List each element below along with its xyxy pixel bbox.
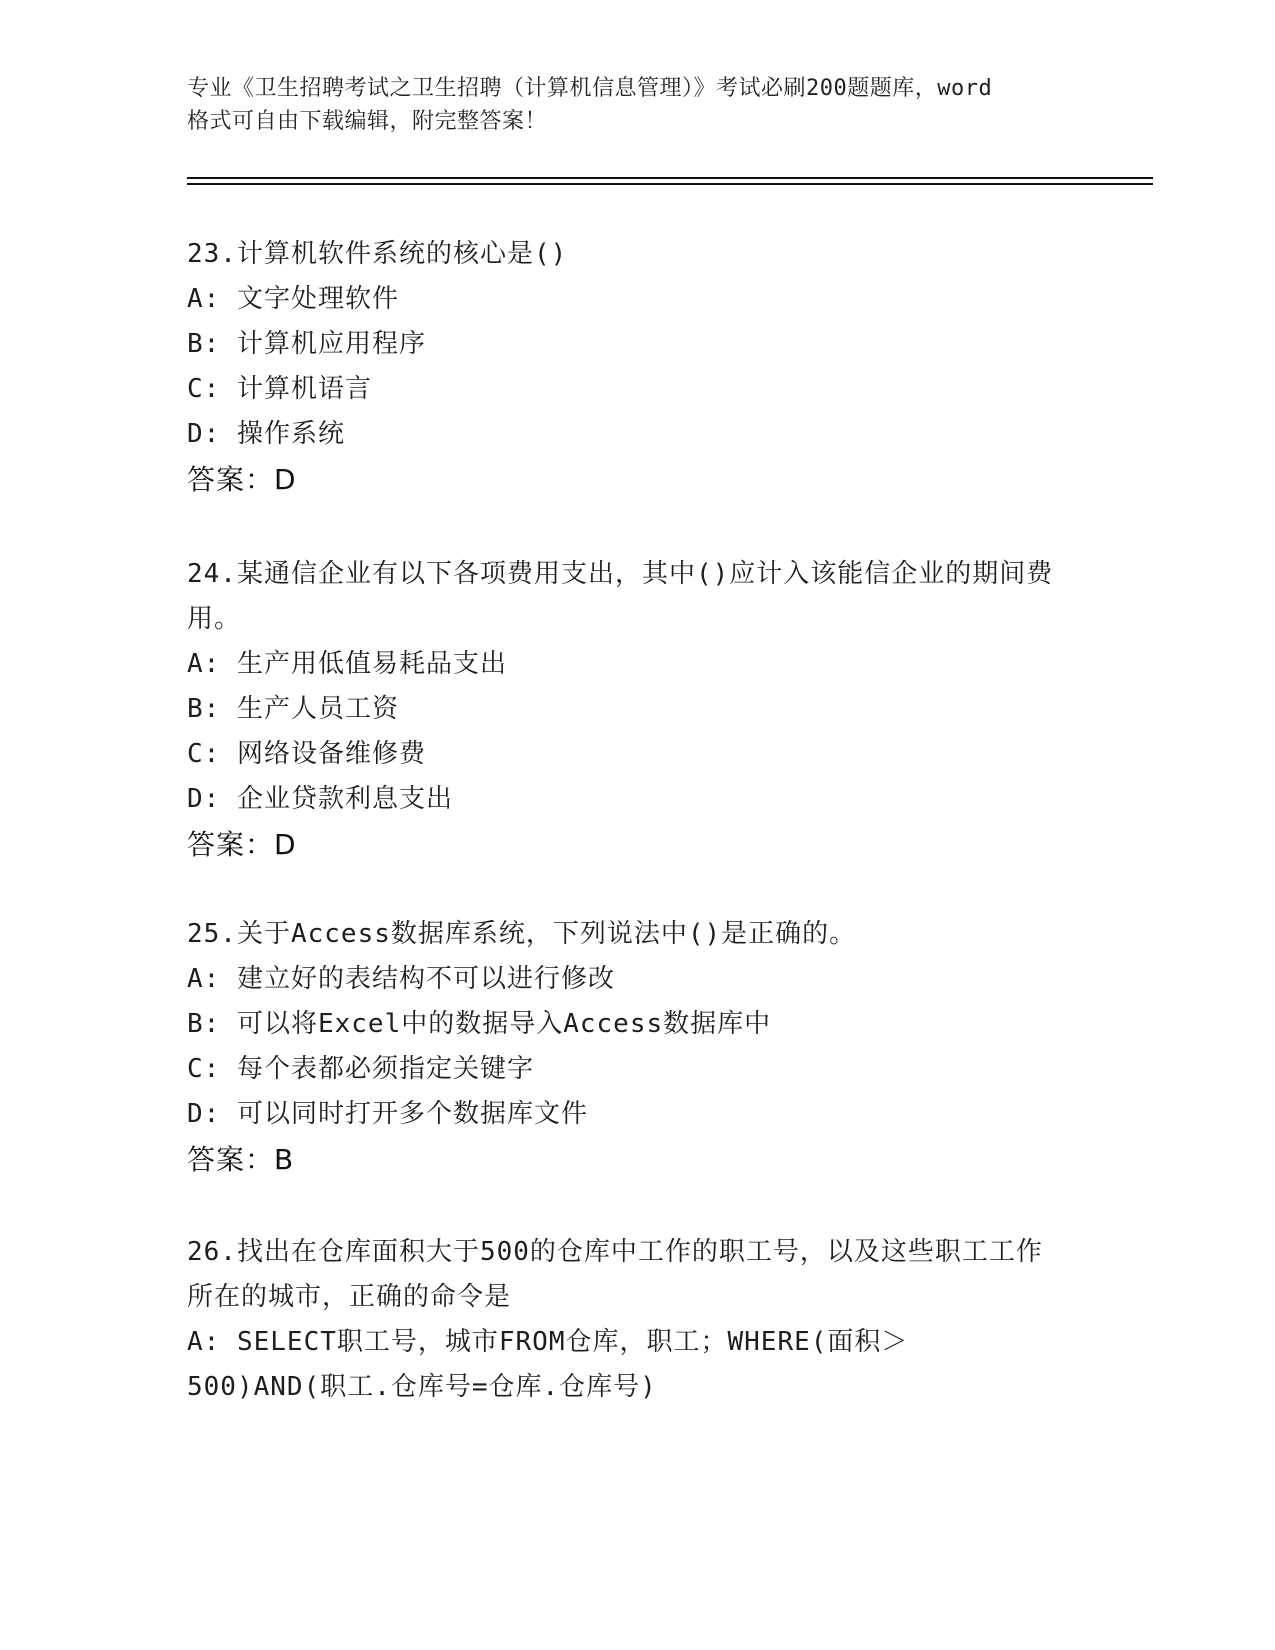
option-d: D: 企业贷款利息支出: [187, 784, 453, 814]
option-a: A: 建立好的表结构不可以进行修改: [187, 964, 615, 994]
option-c: C: 网络设备维修费: [187, 739, 426, 769]
question-stem: 24.某通信企业有以下各项费用支出，其中()应计入该能信企业的期间费用。: [187, 559, 1054, 634]
document-header: [187, 72, 1087, 138]
question-stem: 25.关于Access数据库系统，下列说法中()是正确的。: [187, 919, 857, 949]
option-d: D: 可以同时打开多个数据库文件: [187, 1099, 588, 1129]
question-25: [187, 912, 1087, 1182]
option-a: A: SELECT职工号，城市FROM仓库，职工；WHERE(面积＞500)AND(职工.仓库号=仓库.仓库号): [187, 1327, 909, 1402]
header-line-1: 专业《卫生招聘考试之卫生招聘（计算机信息管理）》考试必刷200题题库，word: [187, 76, 993, 101]
question-24: [187, 552, 1087, 867]
answer: 答案：D: [187, 828, 297, 861]
answer: 答案：D: [187, 463, 297, 496]
option-b: B: 生产人员工资: [187, 694, 399, 724]
option-b: B: 可以将Excel中的数据导入Access数据库中: [187, 1009, 772, 1039]
answer: 答案：B: [187, 1143, 295, 1176]
question-26: [187, 1230, 1087, 1410]
option-c: C: 计算机语言: [187, 374, 372, 404]
question-stem: 26.找出在仓库面积大于500的仓库中工作的职工号，以及这些职工工作所在的城市，正确的命令是: [187, 1237, 1043, 1312]
header-line-2: 格式可自由下载编辑，附完整答案！: [187, 109, 548, 134]
question-23: [187, 232, 1087, 502]
header-divider-top: [187, 177, 1153, 179]
option-a: A: 生产用低值易耗品支出: [187, 649, 507, 679]
option-a: A: 文字处理软件: [187, 284, 399, 314]
option-b: B: 计算机应用程序: [187, 329, 426, 359]
option-c: C: 每个表都必须指定关键字: [187, 1054, 534, 1084]
option-d: D: 操作系统: [187, 419, 345, 449]
header-divider-bottom: [187, 183, 1153, 185]
question-stem: 23.计算机软件系统的核心是(): [187, 239, 568, 269]
